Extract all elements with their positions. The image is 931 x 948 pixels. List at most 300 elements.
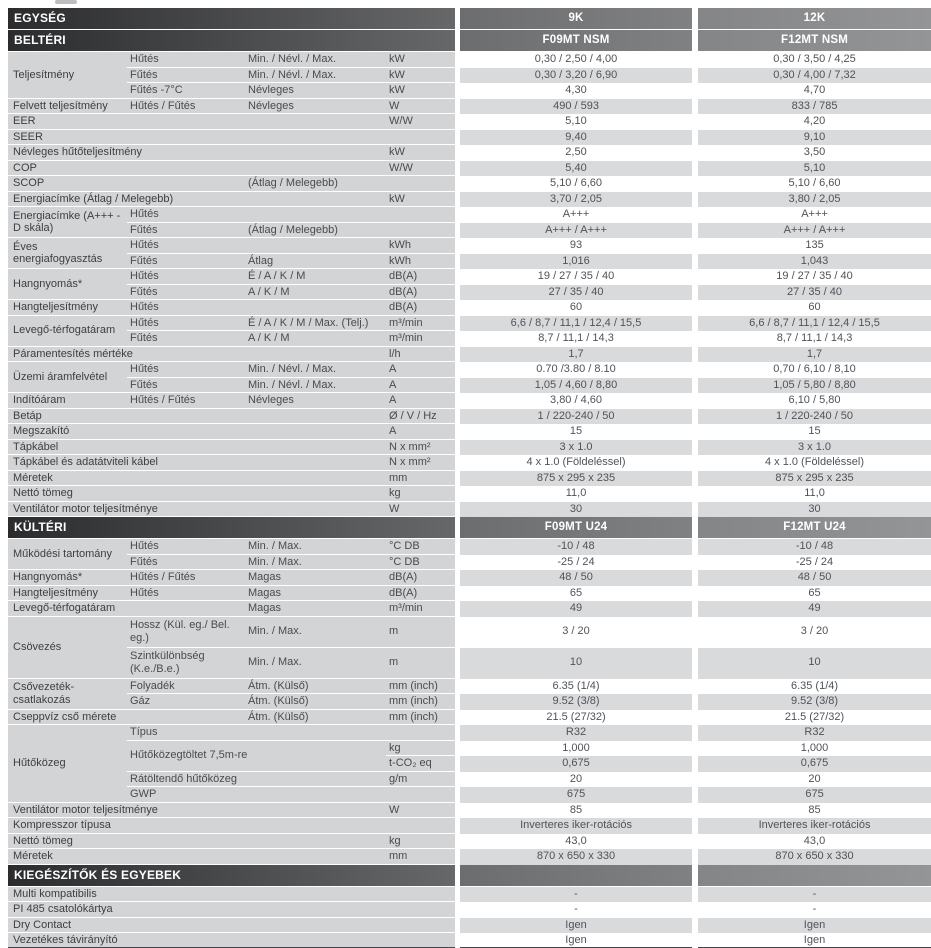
row-sublabel: Fűtés -7°C <box>127 83 245 99</box>
spec-row <box>8 555 931 571</box>
row-sublabel: Hűtés / Fűtés <box>127 99 245 115</box>
row-unit: N x mm² <box>386 440 455 456</box>
value-12k: 0,70 / 6,10 / 8,10 <box>698 362 931 378</box>
value-9k: 4,30 <box>460 83 692 99</box>
row-unit: W <box>386 803 455 819</box>
value-9k: 6.35 (1/4) <box>460 679 692 695</box>
value-12k: - <box>698 887 931 903</box>
value-9k: 60 <box>460 300 692 316</box>
value-12k: 85 <box>698 803 931 819</box>
row-label: Hangnyomás* <box>8 570 127 586</box>
value-12k: 11,0 <box>698 486 931 502</box>
row-sublabel: Gáz <box>127 694 245 710</box>
value-12k: 49 <box>698 601 931 617</box>
spec-row <box>8 83 931 99</box>
value-12k: A+++ / A+++ <box>698 223 931 239</box>
spec-row <box>8 486 931 502</box>
value-12k: 43,0 <box>698 834 931 850</box>
value-9k: 9,40 <box>460 130 692 146</box>
row-unit: mm (inch) <box>386 710 455 726</box>
value-9k: 0.70 /3.80 / 8.10 <box>460 362 692 378</box>
row-detail: Min. / Névl. / Max. <box>245 68 386 84</box>
row-unit: Ø / V / Hz <box>386 409 455 425</box>
row-sublabel: Hűtés <box>127 539 245 555</box>
value-12k: 19 / 27 / 35 / 40 <box>698 269 931 285</box>
value-9k: 1 / 220-240 / 50 <box>460 409 692 425</box>
value-9k: 3 / 20 <box>460 617 692 648</box>
row-unit: °C DB <box>386 555 455 571</box>
value-12k: 675 <box>698 787 931 803</box>
value-9k: - <box>460 902 692 918</box>
row-unit: kWh <box>386 254 455 270</box>
row-unit: m³/min <box>386 601 455 617</box>
row-unit <box>386 887 455 903</box>
value-12k: - <box>698 902 931 918</box>
column-header-9k-section0: F09MT NSM <box>460 30 692 52</box>
spec-row <box>8 176 931 192</box>
row-unit: dB(A) <box>386 269 455 285</box>
value-9k: R32 <box>460 725 692 741</box>
spec-row <box>8 887 931 903</box>
value-12k: 3 / 20 <box>698 617 931 648</box>
row-label: Névleges hűtőteljesítmény <box>8 145 386 161</box>
value-12k: 4 x 1.0 (Földeléssel) <box>698 455 931 471</box>
spec-row <box>8 648 931 679</box>
value-12k: 875 x 295 x 235 <box>698 471 931 487</box>
spec-row <box>8 725 931 741</box>
value-12k: 9,10 <box>698 130 931 146</box>
row-detail: É / A / K / M / Max. (Telj.) <box>245 316 386 332</box>
spec-row <box>8 300 931 316</box>
row-sublabel: Fűtés <box>127 378 245 394</box>
value-9k: 8,7 / 11,1 / 14,3 <box>460 331 692 347</box>
column-header-9k-egyseg: 9K <box>460 8 692 30</box>
spec-row <box>8 207 931 223</box>
row-label: COP <box>8 161 386 177</box>
row-unit: kW <box>386 83 455 99</box>
row-label: Cseppvíz cső mérete <box>8 710 245 726</box>
spec-row <box>8 818 931 834</box>
spec-row <box>8 114 931 130</box>
spec-row <box>8 68 931 84</box>
value-12k: 10 <box>698 648 931 679</box>
value-12k: 5,10 / 6,60 <box>698 176 931 192</box>
value-9k: 85 <box>460 803 692 819</box>
row-label: Működési tartomány <box>8 539 127 570</box>
value-12k: 1,043 <box>698 254 931 270</box>
value-9k: 1,7 <box>460 347 692 363</box>
row-unit <box>386 725 455 741</box>
value-9k: 1,000 <box>460 741 692 757</box>
row-label: Energiacímke (A+++ - D skála) <box>8 207 127 238</box>
column-header-12k-section1: F12MT U24 <box>698 517 931 539</box>
column-header-12k-section2 <box>698 865 931 887</box>
value-12k: 0,675 <box>698 756 931 772</box>
row-unit: W <box>386 502 455 518</box>
row-sublabel: Típus <box>127 725 386 741</box>
value-12k: 21.5 (27/32) <box>698 710 931 726</box>
value-12k: 1,000 <box>698 741 931 757</box>
spec-row <box>8 933 931 948</box>
column-header-12k-section0: F12MT NSM <box>698 30 931 52</box>
row-label: Vezetékes távirányító <box>8 933 386 948</box>
spec-row <box>8 471 931 487</box>
spec-row <box>8 409 931 425</box>
row-sublabel: Hűtés <box>127 300 245 316</box>
row-sublabel: Fűtés <box>127 555 245 571</box>
value-9k: 0,30 / 3,20 / 6,90 <box>460 68 692 84</box>
row-detail: Min. / Max. <box>245 555 386 571</box>
row-unit: kg <box>386 834 455 850</box>
value-12k: 5,10 <box>698 161 931 177</box>
spec-row <box>8 192 931 208</box>
row-sublabel: Rátöltendő hűtőközeg <box>127 772 386 788</box>
row-unit: W/W <box>386 161 455 177</box>
row-sublabel: Fűtés <box>127 223 245 239</box>
row-unit: mm (inch) <box>386 679 455 695</box>
value-9k: 0,30 / 2,50 / 4,00 <box>460 52 692 68</box>
row-unit: kWh <box>386 238 455 254</box>
spec-row <box>8 99 931 115</box>
row-label: Felvett teljesítmény <box>8 99 127 115</box>
row-unit: m³/min <box>386 316 455 332</box>
spec-row <box>8 849 931 865</box>
row-unit: A <box>386 362 455 378</box>
spec-row <box>8 130 931 146</box>
row-label: Hangnyomás* <box>8 269 127 300</box>
row-label: Indítóáram <box>8 393 127 409</box>
row-unit: mm <box>386 849 455 865</box>
value-12k: 833 / 785 <box>698 99 931 115</box>
value-9k: 3,80 / 4,60 <box>460 393 692 409</box>
spec-row <box>8 424 931 440</box>
row-detail: Magas <box>245 601 386 617</box>
spec-row <box>8 269 931 285</box>
row-label: Hűtőközeg <box>8 725 127 803</box>
row-sublabel: Hűtés <box>127 238 245 254</box>
header-row-egyseg <box>8 8 931 30</box>
row-label: Nettó tömeg <box>8 834 386 850</box>
value-12k: 3,80 / 2,05 <box>698 192 931 208</box>
value-9k: - <box>460 887 692 903</box>
row-label: Energiacímke (Átlag / Melegebb) <box>8 192 386 208</box>
row-sublabel: Hűtés <box>127 52 245 68</box>
row-unit: A <box>386 424 455 440</box>
row-detail: Min. / Névl. / Max. <box>245 362 386 378</box>
spec-row <box>8 918 931 934</box>
row-sublabel: Hűtőközegtöltet 7,5m-re <box>127 741 386 772</box>
cropped-content-artifact <box>55 0 77 4</box>
row-label: PI 485 csatolókártya <box>8 902 386 918</box>
value-9k: 5,10 <box>460 114 692 130</box>
row-unit <box>386 902 455 918</box>
column-header-9k-section2 <box>460 865 692 887</box>
value-12k: 1 / 220-240 / 50 <box>698 409 931 425</box>
row-sublabel: Hűtés <box>127 316 245 332</box>
spec-row <box>8 254 931 270</box>
spec-row <box>8 347 931 363</box>
spec-row <box>8 161 931 177</box>
row-sublabel: Hűtés <box>127 362 245 378</box>
row-label: Üzemi áramfelvétel <box>8 362 127 393</box>
spec-row <box>8 331 931 347</box>
section-title-section0: BELTÉRI <box>8 30 455 52</box>
row-unit: kg <box>386 741 455 757</box>
value-12k: 9.52 (3/8) <box>698 694 931 710</box>
row-label: Csővezeték-csatlakozás <box>8 679 127 710</box>
row-unit: A <box>386 378 455 394</box>
spec-row <box>8 694 931 710</box>
value-9k: 3,70 / 2,05 <box>460 192 692 208</box>
spec-row <box>8 586 931 602</box>
row-unit: N x mm² <box>386 455 455 471</box>
value-9k: 5,40 <box>460 161 692 177</box>
spec-row <box>8 601 931 617</box>
row-unit: dB(A) <box>386 570 455 586</box>
row-detail: Min. / Max. <box>245 617 386 648</box>
value-12k: 1,05 / 5,80 / 8,80 <box>698 378 931 394</box>
spec-row <box>8 362 931 378</box>
row-sublabel: Hűtés / Fűtés <box>127 570 245 586</box>
row-unit: dB(A) <box>386 586 455 602</box>
spec-row <box>8 455 931 471</box>
row-sublabel: GWP <box>127 787 386 803</box>
value-12k: 6,6 / 8,7 / 11,1 / 12,4 / 15,5 <box>698 316 931 332</box>
spec-row <box>8 285 931 301</box>
value-12k: 20 <box>698 772 931 788</box>
spec-row <box>8 617 931 648</box>
row-unit: W/W <box>386 114 455 130</box>
value-12k: 15 <box>698 424 931 440</box>
row-sublabel: Folyadék <box>127 679 245 695</box>
spec-row <box>8 502 931 518</box>
row-label: Éves energiafogyasztás <box>8 238 127 269</box>
value-9k: 19 / 27 / 35 / 40 <box>460 269 692 285</box>
value-9k: -10 / 48 <box>460 539 692 555</box>
value-9k: 27 / 35 / 40 <box>460 285 692 301</box>
row-unit: kW <box>386 52 455 68</box>
spec-row <box>8 741 931 757</box>
row-unit <box>386 818 455 834</box>
spec-table-container <box>0 8 931 948</box>
spec-row <box>8 238 931 254</box>
row-unit: kW <box>386 68 455 84</box>
value-9k: 1,016 <box>460 254 692 270</box>
row-sublabel: Hűtés / Fűtés <box>127 393 245 409</box>
row-unit: W <box>386 99 455 115</box>
section-title-section2: KIEGÉSZÍTŐK ÉS EGYEBEK <box>8 865 455 887</box>
row-label: Hangteljesítmény <box>8 300 127 316</box>
spec-row <box>8 539 931 555</box>
value-12k: 4,70 <box>698 83 931 99</box>
column-header-12k-egyseg: 12K <box>698 8 931 30</box>
row-label: EER <box>8 114 386 130</box>
row-detail <box>245 300 386 316</box>
row-label: Méretek <box>8 471 386 487</box>
row-unit: l/h <box>386 347 455 363</box>
row-unit: dB(A) <box>386 300 455 316</box>
value-9k: 65 <box>460 586 692 602</box>
row-label: Páramentesítés mértéke <box>8 347 386 363</box>
row-detail <box>245 238 386 254</box>
value-12k: 48 / 50 <box>698 570 931 586</box>
spec-row <box>8 316 931 332</box>
row-label: Hangteljesítmény <box>8 586 127 602</box>
spec-row <box>8 223 931 239</box>
row-detail: A / K / M <box>245 285 386 301</box>
row-label: Tápkábel <box>8 440 386 456</box>
row-unit: m <box>386 648 455 679</box>
header-row-section0 <box>8 30 931 52</box>
value-9k: 43,0 <box>460 834 692 850</box>
column-header-9k-section1: F09MT U24 <box>460 517 692 539</box>
spec-table <box>8 8 931 948</box>
value-12k: 27 / 35 / 40 <box>698 285 931 301</box>
row-detail: Átm. (Külső) <box>245 694 386 710</box>
row-detail: Névleges <box>245 83 386 99</box>
row-unit: m³/min <box>386 331 455 347</box>
row-label: Ventilátor motor teljesítménye <box>8 803 386 819</box>
row-unit <box>386 933 455 948</box>
value-12k: 4,20 <box>698 114 931 130</box>
row-detail: Magas <box>245 570 386 586</box>
row-sublabel: Fűtés <box>127 285 245 301</box>
value-9k: 30 <box>460 502 692 518</box>
row-detail: A / K / M <box>245 331 386 347</box>
value-9k: -25 / 24 <box>460 555 692 571</box>
row-unit: mm (inch) <box>386 694 455 710</box>
value-12k: 65 <box>698 586 931 602</box>
value-9k: A+++ <box>460 207 692 223</box>
value-12k: 870 x 650 x 330 <box>698 849 931 865</box>
row-label: SCOP <box>8 176 245 192</box>
row-label: Levegő-térfogatáram <box>8 601 245 617</box>
value-12k: 8,7 / 11,1 / 14,3 <box>698 331 931 347</box>
spec-row <box>8 803 931 819</box>
value-9k: 93 <box>460 238 692 254</box>
value-9k: 6,6 / 8,7 / 11,1 / 12,4 / 15,5 <box>460 316 692 332</box>
row-unit <box>386 176 455 192</box>
value-9k: 49 <box>460 601 692 617</box>
value-9k: Igen <box>460 918 692 934</box>
row-label: Ventilátor motor teljesítménye <box>8 502 386 518</box>
row-sublabel: Hűtés <box>127 207 245 223</box>
spec-row <box>8 710 931 726</box>
row-label: Méretek <box>8 849 386 865</box>
spec-row <box>8 787 931 803</box>
value-12k: 3,50 <box>698 145 931 161</box>
spec-row <box>8 834 931 850</box>
row-detail: Átlag <box>245 254 386 270</box>
row-label: Kompresszor típusa <box>8 818 386 834</box>
value-9k: 5,10 / 6,60 <box>460 176 692 192</box>
value-12k: Igen <box>698 918 931 934</box>
row-unit: dB(A) <box>386 285 455 301</box>
spec-row <box>8 52 931 68</box>
value-9k: 675 <box>460 787 692 803</box>
value-12k: A+++ <box>698 207 931 223</box>
row-detail: (Átlag / Melegebb) <box>245 176 386 192</box>
value-9k: 3 x 1.0 <box>460 440 692 456</box>
row-detail: Min. / Max. <box>245 648 386 679</box>
value-12k: Inverteres iker-rotációs <box>698 818 931 834</box>
row-unit: t-CO₂ eq <box>386 756 455 772</box>
section-title-section1: KÜLTÉRI <box>8 517 455 539</box>
row-label: Nettó tömeg <box>8 486 386 502</box>
value-9k: 10 <box>460 648 692 679</box>
row-sublabel: Fűtés <box>127 331 245 347</box>
value-9k: 490 / 593 <box>460 99 692 115</box>
spec-row <box>8 378 931 394</box>
row-label: SEER <box>8 130 386 146</box>
value-9k: 875 x 295 x 235 <box>460 471 692 487</box>
row-label: Tápkábel és adatátviteli kábel <box>8 455 386 471</box>
row-unit <box>386 207 455 223</box>
value-12k: Igen <box>698 933 931 948</box>
value-9k: 4 x 1.0 (Földeléssel) <box>460 455 692 471</box>
value-9k: 2,50 <box>460 145 692 161</box>
row-unit <box>386 223 455 239</box>
row-unit: kW <box>386 145 455 161</box>
row-detail: Átm. (Külső) <box>245 710 386 726</box>
row-unit <box>386 787 455 803</box>
row-unit: kW <box>386 192 455 208</box>
row-unit <box>386 918 455 934</box>
row-label: Multi kompatibilis <box>8 887 386 903</box>
spec-row <box>8 440 931 456</box>
value-9k: 48 / 50 <box>460 570 692 586</box>
value-12k: 30 <box>698 502 931 518</box>
spec-row <box>8 772 931 788</box>
row-detail: Névleges <box>245 393 386 409</box>
header-row-section1 <box>8 517 931 539</box>
row-label: Levegő-térfogatáram <box>8 316 127 347</box>
row-unit: mm <box>386 471 455 487</box>
row-label: Megszakító <box>8 424 386 440</box>
value-12k: 6.35 (1/4) <box>698 679 931 695</box>
row-sublabel: Fűtés <box>127 68 245 84</box>
value-9k: 1,05 / 4,60 / 8,80 <box>460 378 692 394</box>
header-row-section2 <box>8 865 931 887</box>
row-unit <box>386 130 455 146</box>
row-detail: Magas <box>245 586 386 602</box>
spec-row <box>8 902 931 918</box>
row-detail <box>245 207 386 223</box>
row-sublabel: Hűtés <box>127 269 245 285</box>
spec-row <box>8 145 931 161</box>
value-12k: -10 / 48 <box>698 539 931 555</box>
value-12k: 135 <box>698 238 931 254</box>
row-detail: Min. / Névl. / Max. <box>245 378 386 394</box>
spec-row <box>8 393 931 409</box>
spec-row <box>8 570 931 586</box>
section-title-egyseg: EGYSÉG <box>8 8 455 30</box>
row-unit: kg <box>386 486 455 502</box>
value-12k: 60 <box>698 300 931 316</box>
row-unit: A <box>386 393 455 409</box>
row-label: Csövezés <box>8 617 127 679</box>
row-unit: g/m <box>386 772 455 788</box>
row-detail: (Átlag / Melegebb) <box>245 223 386 239</box>
value-12k: R32 <box>698 725 931 741</box>
value-9k: 870 x 650 x 330 <box>460 849 692 865</box>
value-9k: A+++ / A+++ <box>460 223 692 239</box>
row-unit: °C DB <box>386 539 455 555</box>
value-9k: Igen <box>460 933 692 948</box>
value-12k: 6,10 / 5,80 <box>698 393 931 409</box>
value-12k: 0,30 / 3,50 / 4,25 <box>698 52 931 68</box>
row-sublabel: Szintkülönbség (K.e./B.e.) <box>127 648 245 679</box>
